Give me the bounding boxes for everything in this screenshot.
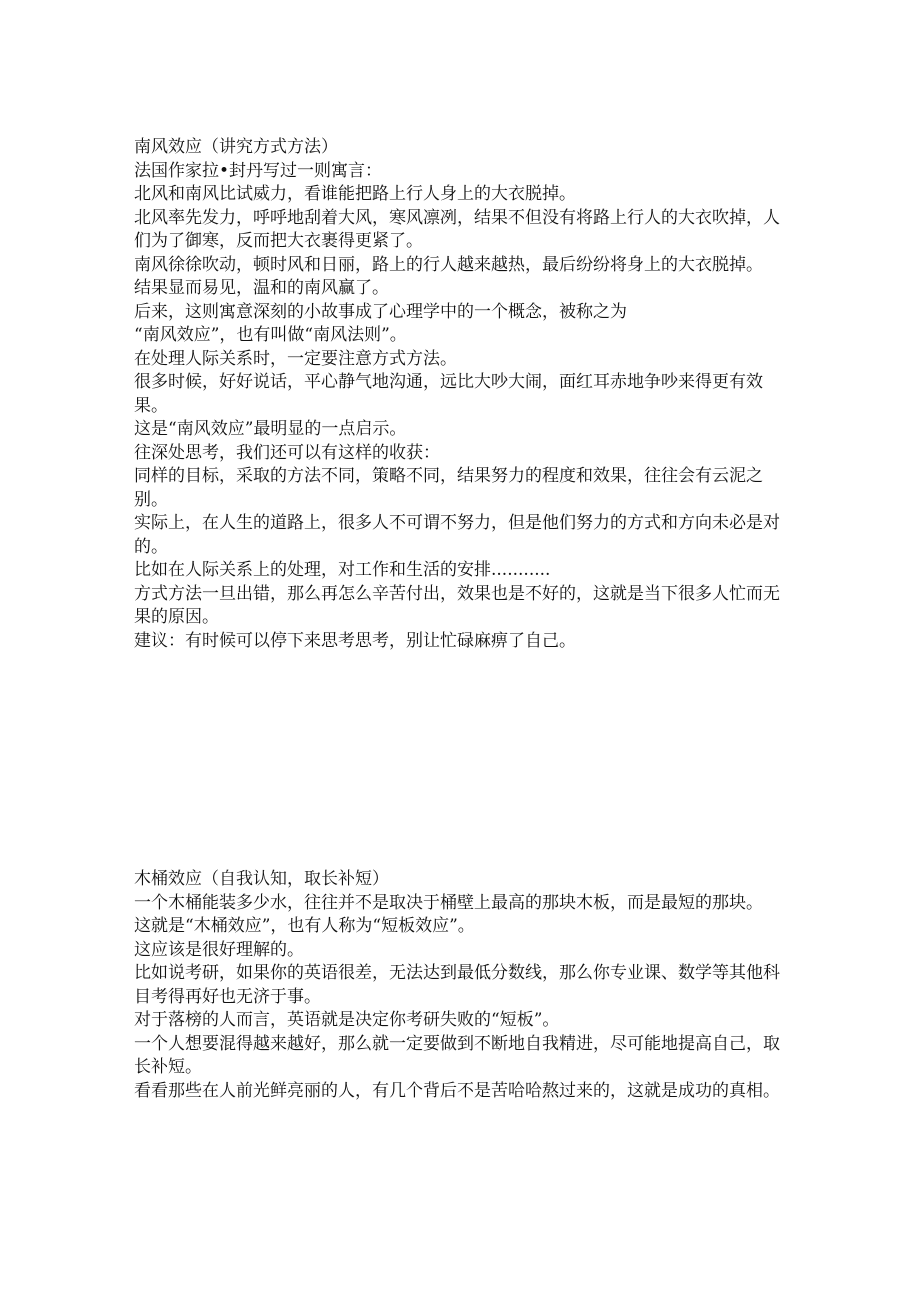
section-title: 南风效应（讲究方式方法） — [134, 137, 338, 157]
section-barrel-effect — [134, 868, 784, 1103]
paragraph: 结果显而易见，温和的南风赢了。 — [134, 278, 389, 298]
paragraph: 后来，这则寓意深刻的小故事成了心理学中的一个概念，被称之为 “南风效应”，也有叫做“南风法则”。 — [134, 301, 627, 345]
paragraph: 一个木桶能装多少水，往往并不是取决于桶壁上最高的那块木板，而是最短的那块。 — [134, 892, 763, 913]
paragraph: 实际上，在人生的道路上，很多人不可谓不努力，但是他们努力的方式和方向未必是对的。 — [134, 513, 780, 557]
paragraph: 北风率先发力，呼呼地刮着大风，寒风凛冽，结果不但没有将路上行人的大衣吹掉，人们为了御寒，反而把大衣裹得更紧了。 — [134, 207, 780, 251]
paragraph: 建议：有时候可以停下来思考思考，别让忙碌麻痹了自己。 — [134, 630, 576, 651]
paragraph: 很多时候，好好说话，平心静气地沟通，远比大吵大闹，面红耳赤地争吵来得更有效果。 — [134, 372, 763, 416]
paragraph: 方式方法一旦出错，那么再怎么辛苦付出，效果也是不好的，这就是当下很多人忙而无果的原因。 — [134, 583, 780, 627]
paragraph: 一个人想要混得越来越好，那么就一定要做到不断地自我精进，尽可能地提高自己，取长补短。 — [134, 1033, 780, 1077]
paragraph: 同样的目标，采取的方法不同，策略不同，结果努力的程度和效果，往往会有云泥之别。 — [134, 466, 763, 510]
paragraph: 南风徐徐吹动，顿时风和日丽，路上的行人越来越热，最后纷纷将身上的大衣脱掉。 — [134, 254, 763, 275]
paragraph: 看看那些在人前光鲜亮丽的人，有几个背后不是苦哈哈熬过来的，这就是成功的真相。 — [134, 1080, 780, 1101]
section-south-wind-effect — [134, 136, 784, 653]
paragraph: 这是“南风效应”最明显的一点启示。 — [134, 419, 407, 439]
paragraph: 在处理人际关系时，一定要注意方式方法。 — [134, 348, 457, 369]
paragraph: 北风和南风比试威力，看谁能把路上行人身上的大衣脱掉。 — [134, 184, 576, 204]
paragraph: 往深处思考，我们还可以有这样的收获： — [134, 442, 440, 463]
paragraph: 这应该是很好理解的。 — [134, 939, 304, 960]
paragraph: 对于落榜的人而言，英语就是决定你考研失败的“短板”。 — [134, 1010, 560, 1030]
paragraph: 这就是“木桶效应”，也有人称为“短板效应”。 — [134, 916, 475, 936]
paragraph: 法国作家拉•封丹写过一则寓言： — [134, 160, 383, 181]
section-title: 木桶效应（自我认知，取长补短） — [134, 869, 389, 889]
paragraph: 比如在人际关系上的处理，对工作和生活的安排........... — [134, 560, 551, 580]
paragraph: 比如说考研，如果你的英语很差，无法达到最低分数线，那么你专业课、数学等其他科目考得再好也无济于事。 — [134, 963, 780, 1007]
